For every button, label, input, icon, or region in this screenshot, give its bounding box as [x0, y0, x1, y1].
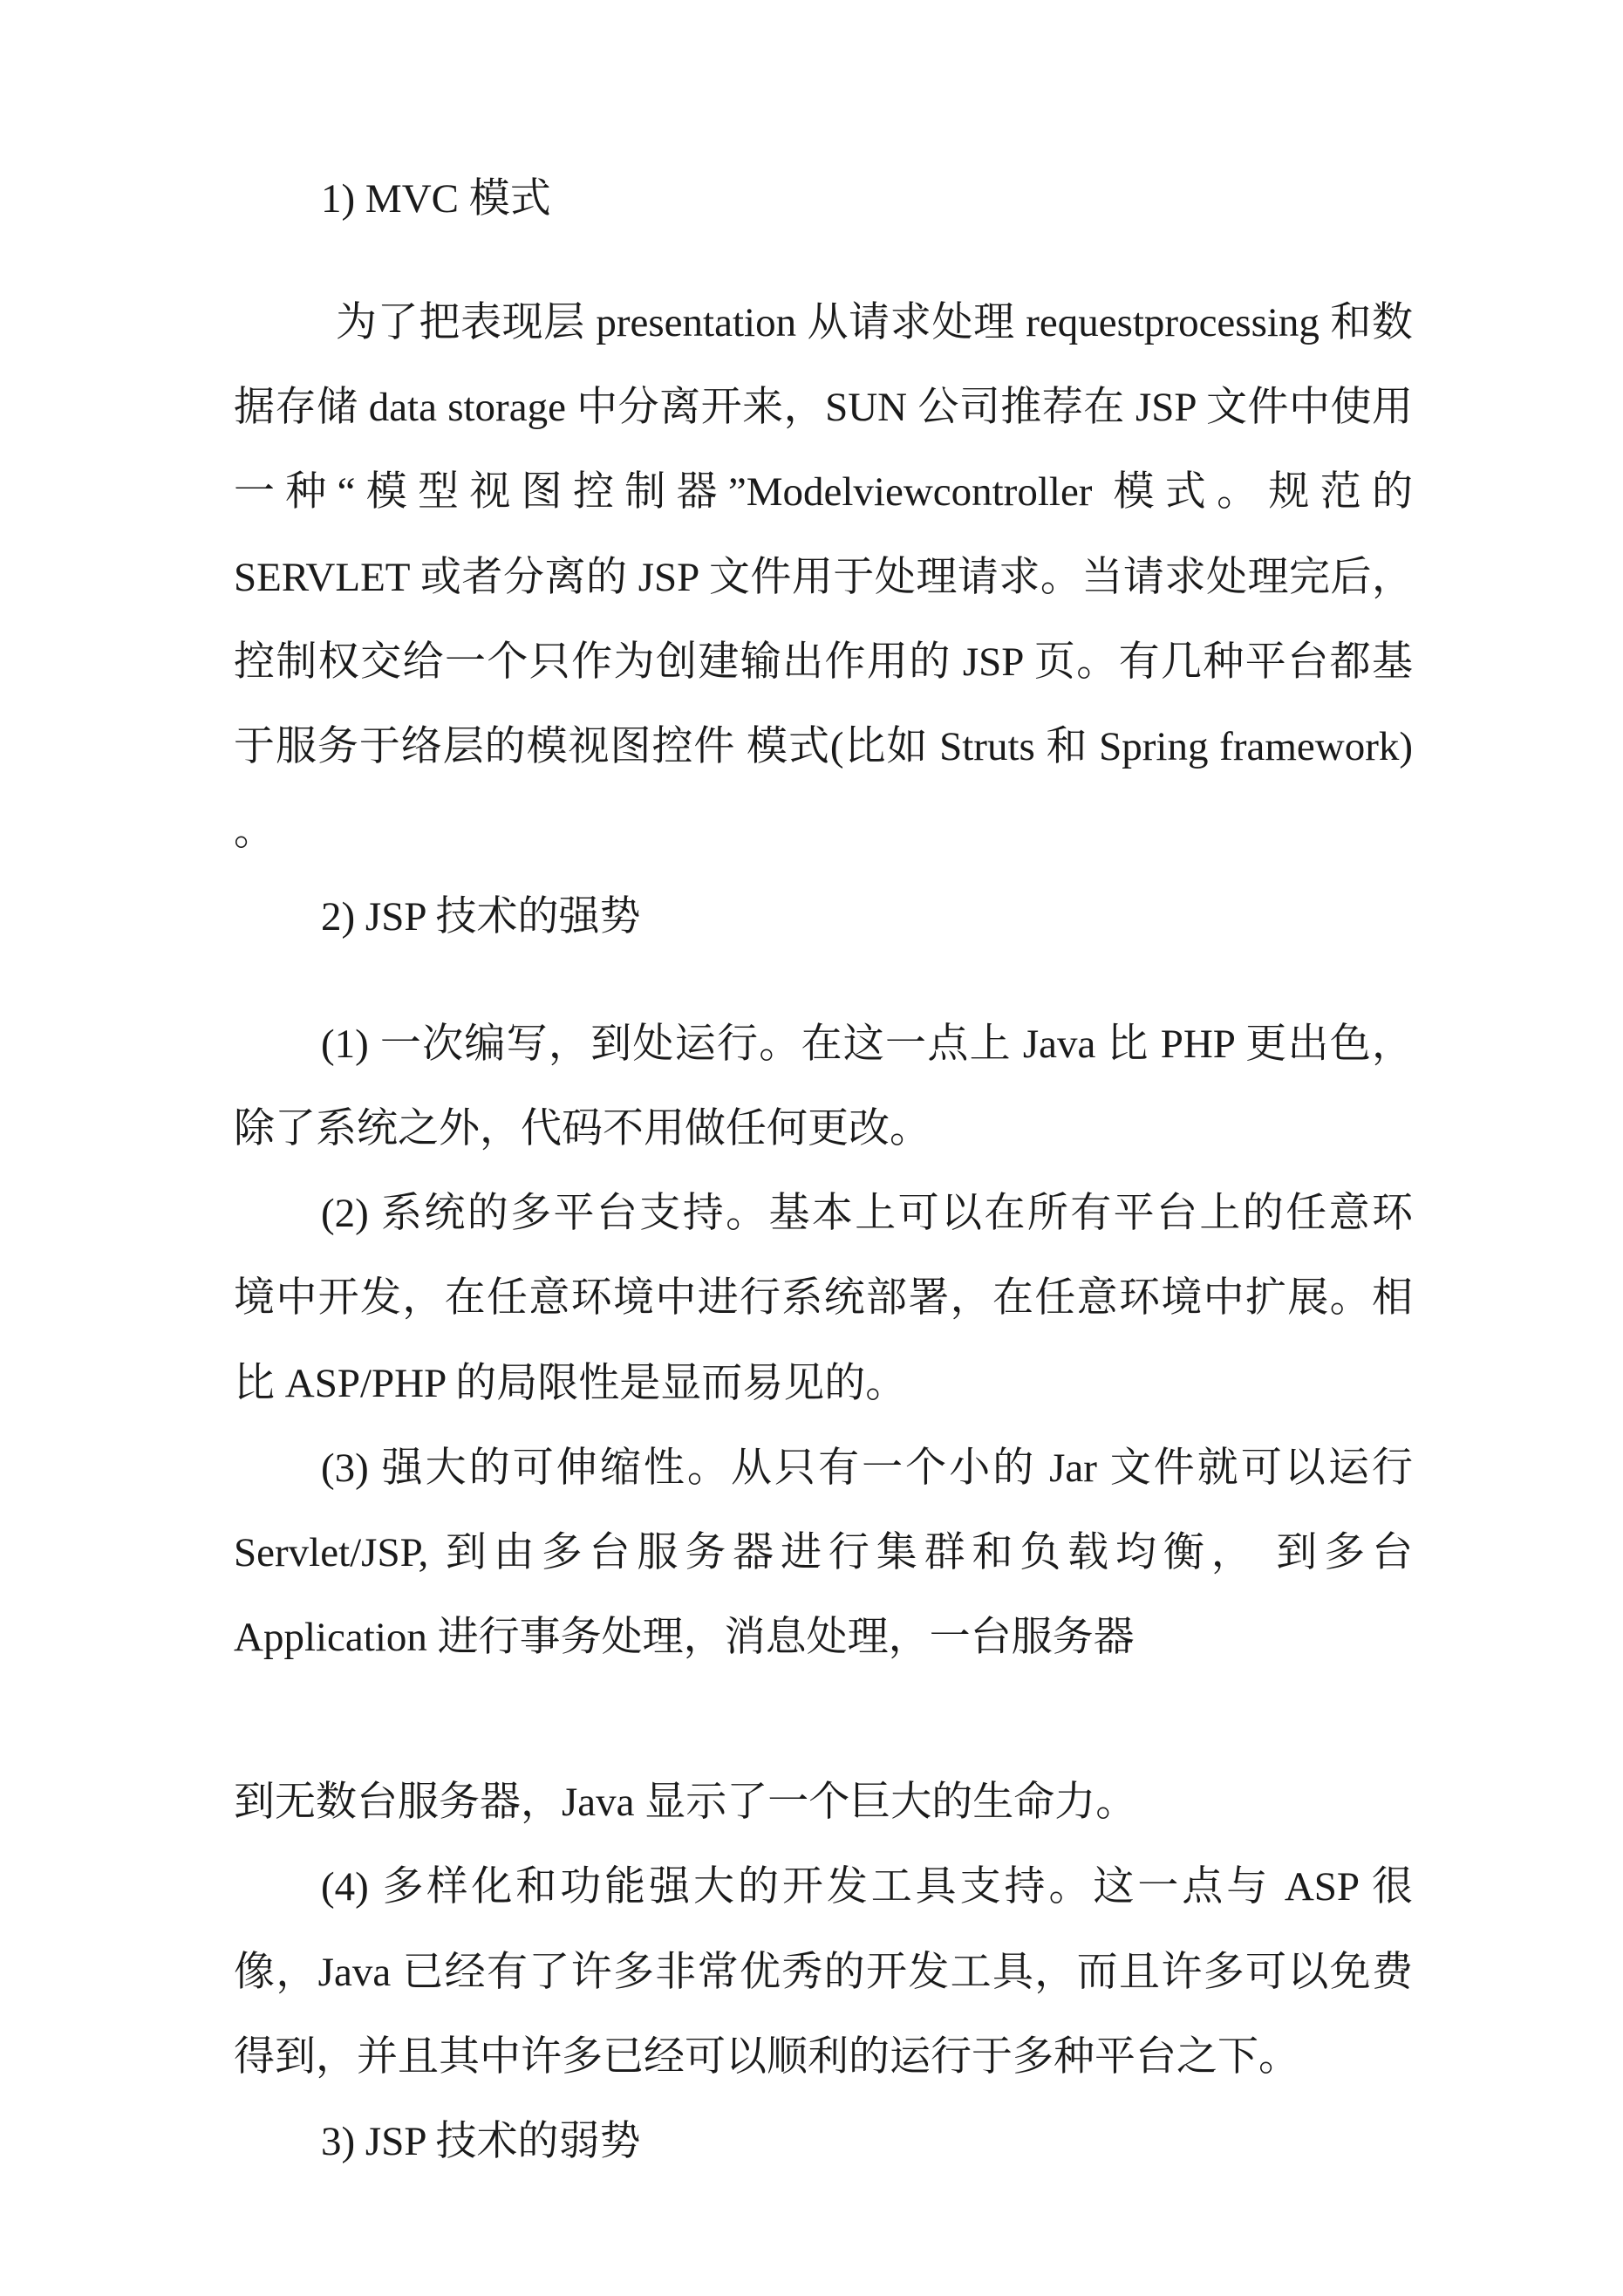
paragraph-line: 控制权交给一个只作为创建输出作用的 JSP 页。有几种平台都基 — [234, 639, 1413, 685]
list-item-line: (3) 强大的可伸缩性。从只有一个小的 Jar 文件就可以运行 — [321, 1445, 1413, 1491]
list-item-line: (1) 一次编写，到处运行。在这一点上 Java 比 PHP 更出色， — [321, 1022, 1413, 1067]
heading-jsp-strengths: 2) JSP 技术的强势 — [321, 894, 641, 940]
paragraph-line: SERVLET 或者分离的 JSP 文件用于处理请求。当请求处理完后， — [234, 555, 1413, 600]
list-item-line: (4) 多样化和功能强大的开发工具支持。这一点与 ASP 很 — [321, 1864, 1413, 1910]
paragraph-line: 据存储 data storage 中分离开来，SUN 公司推荐在 JSP 文件中使用 — [234, 385, 1413, 430]
list-item-line: 境中开发，在任意环境中进行系统部署，在任意环境中扩展。相 — [234, 1275, 1413, 1321]
paragraph-line: 于服务于络层的模视图控件 模式(比如 Struts 和 Spring framework) — [234, 724, 1413, 769]
paragraph-line: 为了把表现层 presentation 从请求处理 requestprocessing 和数 — [336, 300, 1413, 345]
list-item-line: 得到，并且其中许多已经可以顺利的运行于多种平台之下。 — [234, 2034, 1299, 2080]
list-item-line: (2) 系统的多平台支持。基本上可以在所有平台上的任意环 — [321, 1191, 1413, 1236]
list-item-line: Application 进行事务处理，消息处理，一台服务器 — [234, 1615, 1135, 1660]
list-item-line: 除了系统之外，代码不用做任何更改。 — [234, 1106, 931, 1151]
heading-jsp-weaknesses: 3) JSP 技术的弱势 — [321, 2119, 641, 2164]
list-item-line: Servlet/JSP, 到由多台服务器进行集群和负载均衡， 到多台 — [234, 1530, 1413, 1575]
paragraph-line: 。 — [234, 809, 275, 854]
list-item-line: 到无数台服务器，Java 显示了一个巨大的生命力。 — [234, 1780, 1137, 1825]
heading-mvc-pattern: 1) MVC 模式 — [321, 176, 551, 222]
list-item-line: 比 ASP/PHP 的局限性是显而易见的。 — [234, 1361, 907, 1406]
paragraph-line: 一种“模型视图控制器”Modelviewcontroller 模式。规范的 — [234, 469, 1413, 515]
list-item-line: 像，Java 已经有了许多非常优秀的开发工具，而且许多可以免费 — [234, 1950, 1413, 1995]
